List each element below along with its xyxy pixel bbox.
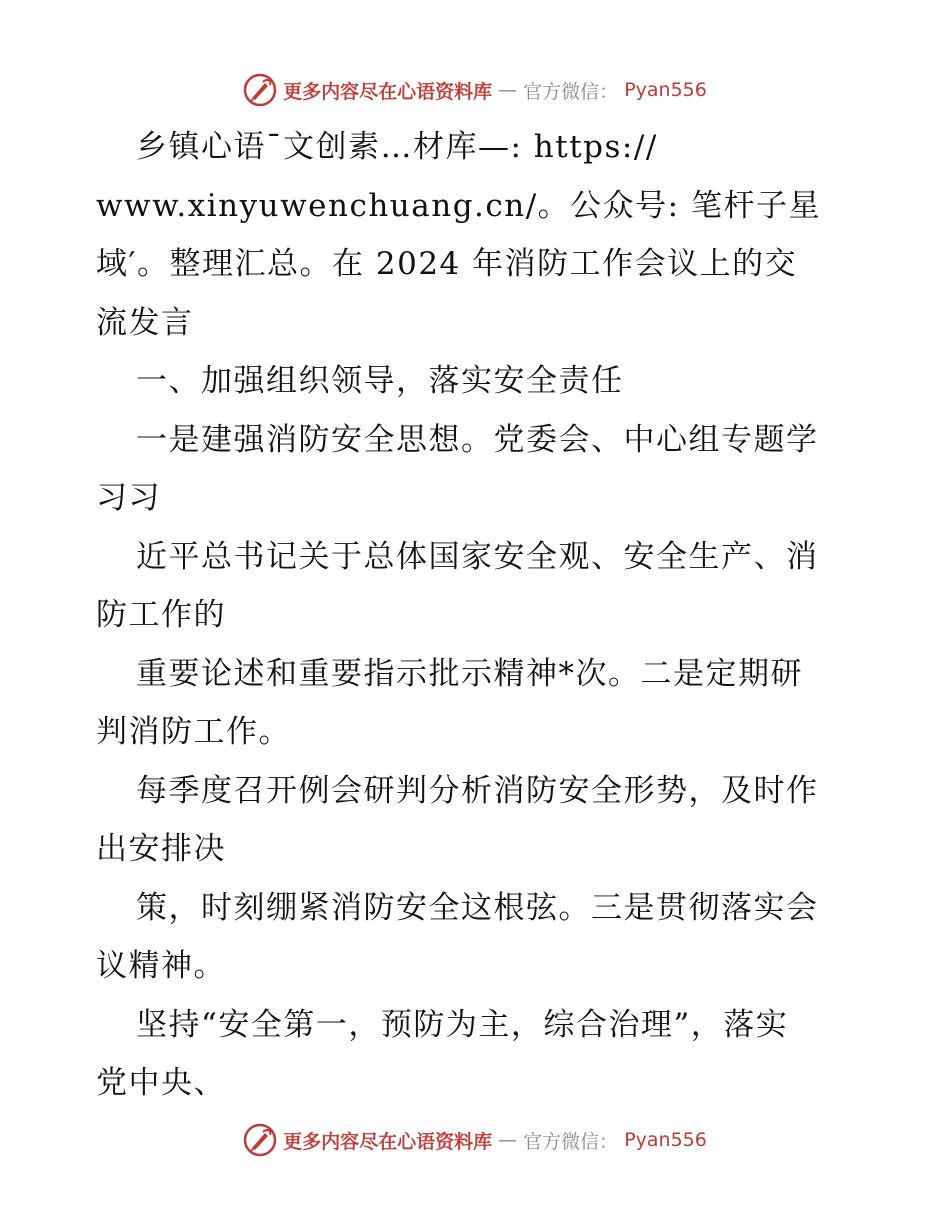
text-line: 判消防工作。 bbox=[96, 714, 291, 750]
text-line: 近平总书记关于总体国家安全观、安全生产、消 bbox=[136, 538, 819, 575]
section-heading: 一、加强组织领导，落实安全责任 bbox=[136, 363, 624, 399]
footer-wechat-id: Pyan556 bbox=[624, 1129, 707, 1151]
header-brand-text: 更多内容尽在心语资料库 bbox=[283, 80, 493, 103]
footer-banner bbox=[0, 1120, 950, 1160]
text-line: 防工作的 bbox=[96, 597, 226, 633]
pen-logo-icon bbox=[243, 73, 277, 107]
text-line: 每季度召开例会研判分析消防安全形势，及时作 bbox=[136, 772, 819, 809]
text-line: 习习 bbox=[96, 480, 161, 516]
text-line: 策，时刻绷紧消防安全这根弦。三是贯彻落实会 bbox=[136, 889, 819, 926]
text-line: 出安排决 bbox=[96, 831, 226, 867]
text-line: 域′。整理汇总。在 2024 年消防工作会议上的交 bbox=[96, 246, 798, 282]
pen-logo-icon bbox=[243, 1123, 277, 1157]
text-line: 乡镇心语¯文创素…材库—: https:// bbox=[136, 129, 658, 165]
footer-separator: — bbox=[498, 1129, 518, 1151]
footer-brand-text: 更多内容尽在心语资料库 bbox=[283, 1130, 493, 1153]
text-line: 一是建强消防安全思想。党委会、中心组专题学 bbox=[136, 421, 819, 458]
text-line: 坚持“安全第一，预防为主，综合治理”，落实 bbox=[136, 1006, 789, 1043]
text-line: 重要论述和重要指示批示精神*次。二是定期研 bbox=[136, 655, 803, 692]
footer-wechat-label: 官方微信： bbox=[523, 1130, 619, 1153]
header-wechat-label: 官方微信： bbox=[523, 80, 619, 103]
header-separator: — bbox=[498, 79, 518, 101]
paragraph-intro bbox=[96, 118, 866, 352]
header-banner bbox=[0, 70, 950, 110]
text-line: 议精神。 bbox=[96, 948, 226, 984]
document-body bbox=[96, 118, 866, 1113]
text-line: 党中央、 bbox=[96, 1065, 226, 1101]
text-line: 流发言 bbox=[96, 304, 194, 341]
text-line: www.xinyuwenchuang.cn/。公众号: 笔杆子星 bbox=[96, 187, 821, 224]
header-wechat-id: Pyan556 bbox=[624, 79, 707, 101]
